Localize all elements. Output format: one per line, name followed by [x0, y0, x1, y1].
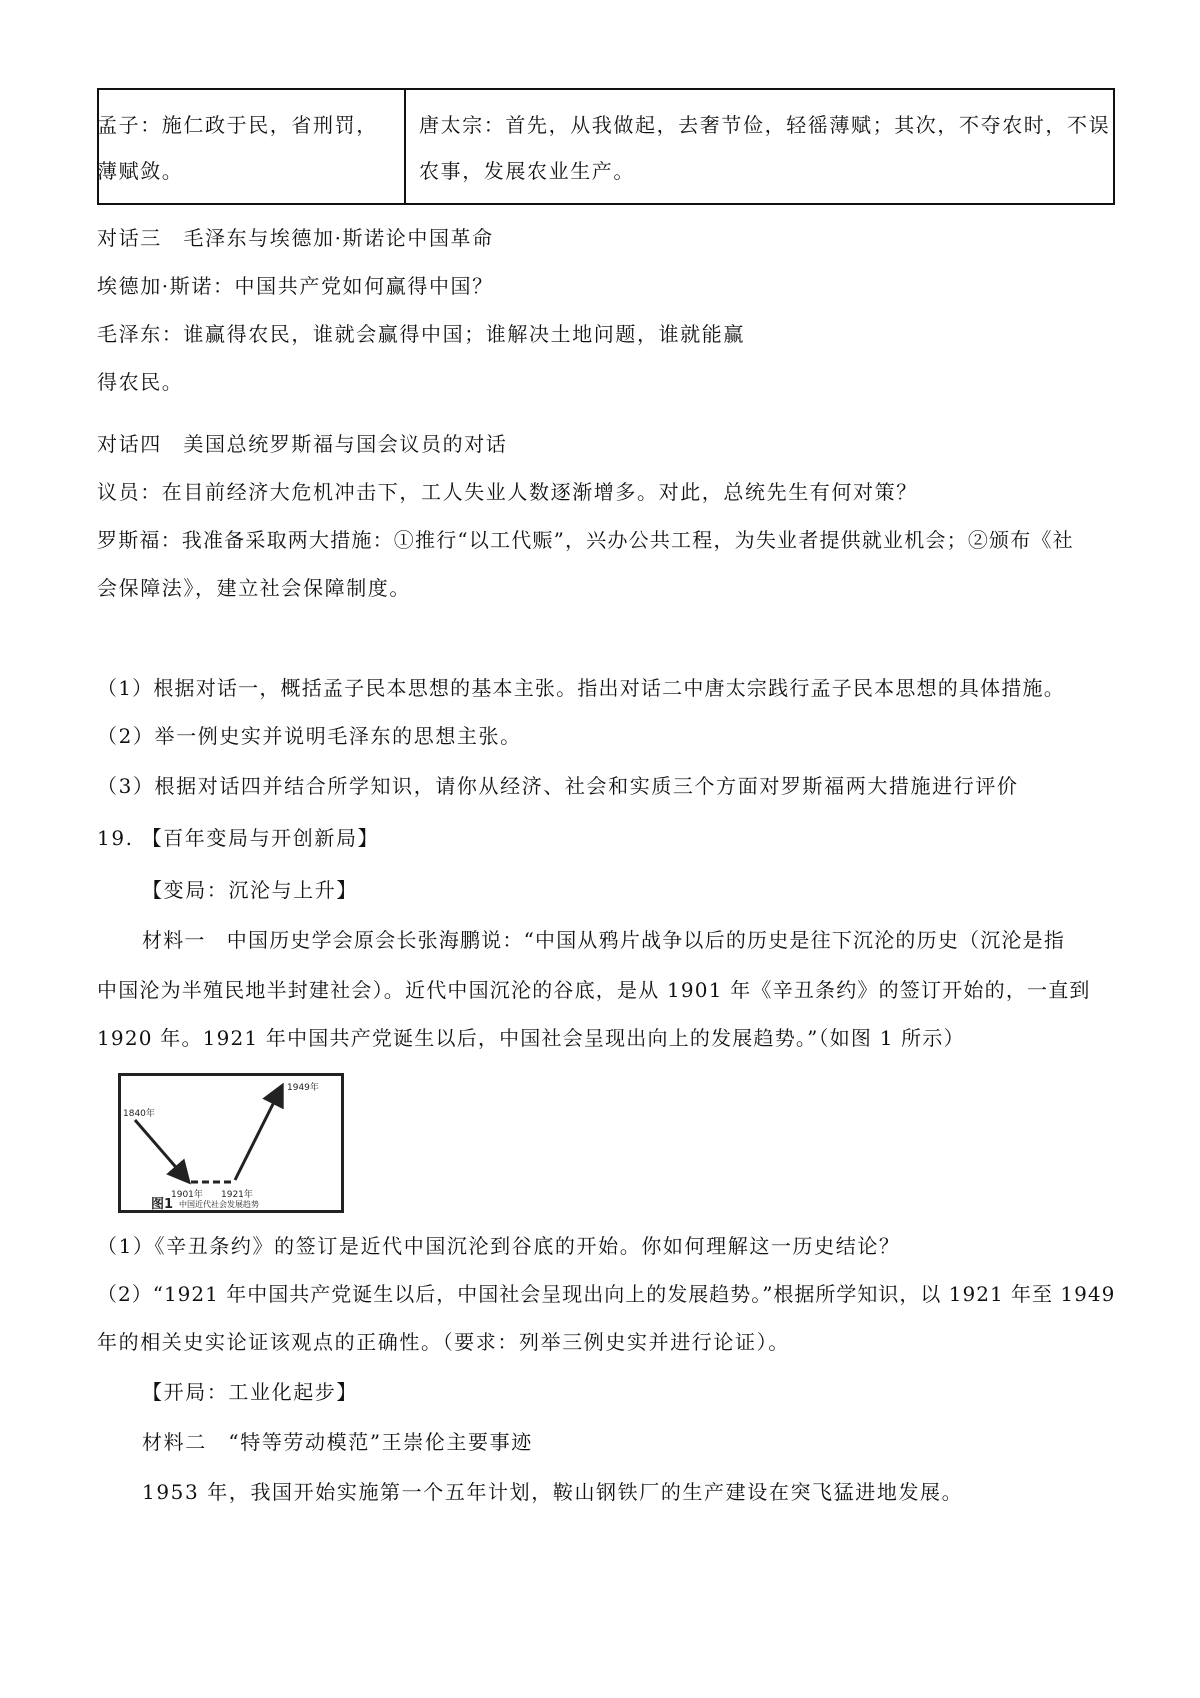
- dialogue3-snow: 埃德加·斯诺：中国共产党如何赢得中国？: [97, 274, 494, 298]
- q19-heading: 19. 【百年变局与开创新局】: [97, 826, 380, 850]
- dialogue4-roosevelt-line2: 会保障法》，建立社会保障制度。: [97, 576, 411, 600]
- q18-question3: （3）根据对话四并结合所学知识，请你从经济、社会和实质三个方面对罗斯福两大措施进行评价: [97, 774, 1019, 798]
- mencius-line2: 薄赋敛。: [97, 159, 184, 183]
- q19-question1: （1）《辛丑条约》的签订是近代中国沉沦到谷底的开始。你如何理解这一历史结论？: [97, 1234, 901, 1258]
- q19-question2-line2: 年的相关史实论证该观点的正确性。（要求：列举三例史实并进行论证）。: [97, 1330, 790, 1354]
- q18-question1: （1）根据对话一，概括孟子民本思想的基本主张。指出对话二中唐太宗践行孟子民本思想的具体措施。: [97, 676, 1065, 700]
- dialogue4-member: 议员：在目前经济大危机冲击下，工人失业人数逐渐增多。对此，总统先生有何对策？: [97, 480, 918, 504]
- dialogue4-roosevelt-line1: 罗斯福：我准备采取两大措施：①推行“以工代赈”，兴办公共工程，为失业者提供就业机会；②颁布《社: [97, 528, 1074, 552]
- q19-material2-line1: 1953 年，我国开始实施第一个五年计划，鞍山钢铁厂的生产建设在突飞猛进地发展。: [142, 1480, 964, 1504]
- taizong-line2: 农事，发展农业生产。: [419, 159, 635, 183]
- dialogue3-title: 对话三 毛泽东与埃德加·斯诺论中国革命: [97, 226, 494, 250]
- dialogue3-mao-line2: 得农民。: [97, 370, 184, 394]
- label-1901: 1901年: [171, 1190, 203, 1200]
- table-cell-taizong: [419, 102, 1110, 194]
- q19-question2-line1: （2）“1921 年中国共产党诞生以后，中国社会呈现出向上的发展趋势。”根据所学知识，以 1921 年至 1949: [97, 1282, 1116, 1306]
- table-divider: [404, 88, 406, 205]
- dialogue3-mao-line1: 毛泽东：谁赢得农民，谁就会赢得中国；谁解决土地问题，谁就能赢: [97, 322, 745, 346]
- figure-caption-text: 中国近代社会发展趋势: [179, 1200, 259, 1209]
- q19-material1-line2: 中国沦为半殖民地半封建社会）。近代中国沉沦的谷底，是从 1901 年《辛丑条约》的签订开始的，一直到: [97, 978, 1091, 1002]
- q18-question2: （2）举一例史实并说明毛泽东的思想主张。: [97, 724, 522, 748]
- q19-section1: 【变局：沉沦与上升】: [142, 878, 358, 902]
- label-1949: 1949年: [287, 1083, 319, 1093]
- label-1840: 1840年: [123, 1109, 155, 1119]
- dialogue4-title: 对话四 美国总统罗斯福与国会议员的对话: [97, 432, 508, 456]
- decline-line: [135, 1120, 187, 1180]
- q19-material1-line3: 1920 年。1921 年中国共产党诞生以后，中国社会呈现出向上的发展趋势。”（如图 1 所示）: [97, 1026, 965, 1050]
- q19-section2: 【开局：工业化起步】: [142, 1380, 358, 1404]
- table-cell-mencius: [97, 102, 378, 194]
- q19-material1-line1: 材料一 中国历史学会原会长张海鹏说：“中国从鸦片战争以后的历史是往下沉沦的历史（沉沦是指: [142, 928, 1066, 952]
- rise-line: [235, 1088, 281, 1180]
- label-1921: 1921年: [221, 1190, 253, 1200]
- q19-material2-title: 材料二 “特等劳动模范”王崇伦主要事迹: [142, 1430, 533, 1454]
- trend-svg: [121, 1076, 341, 1210]
- figure-caption-number: 图1: [151, 1197, 174, 1210]
- mencius-line1: 孟子：施仁政于民，省刑罚，: [97, 113, 378, 137]
- figure-1-trend-chart: [118, 1073, 344, 1213]
- taizong-line1: 唐太宗：首先，从我做起，去奢节俭，轻徭薄赋；其次，不夺农时，不误: [419, 113, 1111, 137]
